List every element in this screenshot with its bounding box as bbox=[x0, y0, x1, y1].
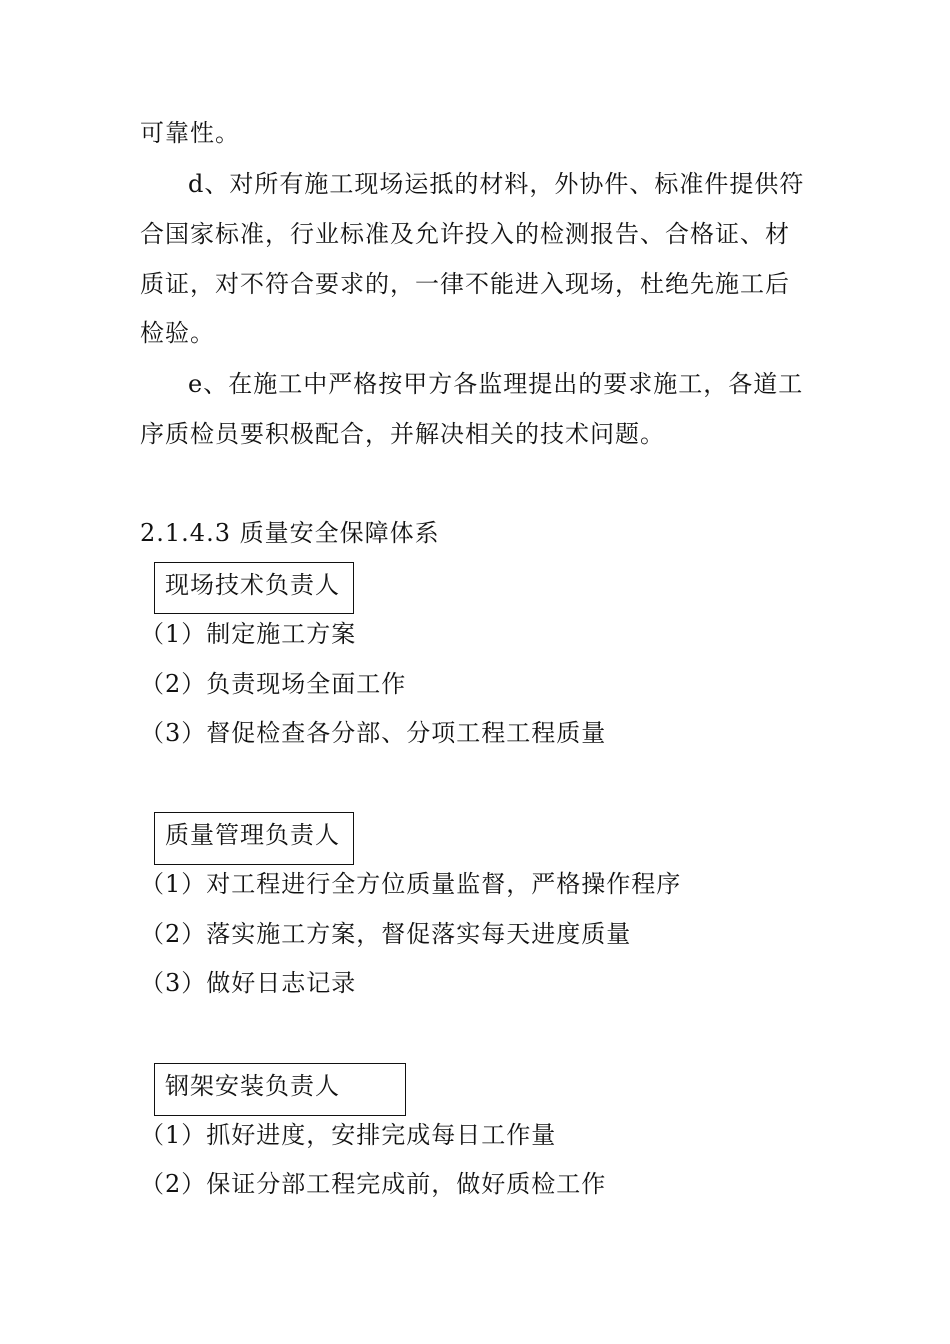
role-item: （1）对工程进行全方位质量监督，严格操作程序 bbox=[140, 870, 682, 898]
role-title: 钢架安装负责人 bbox=[165, 1072, 340, 1100]
paragraph-d-line-2: 合国家标准，行业标准及允许投入的检测报告、合格证、材 bbox=[140, 220, 790, 248]
role-box-quality-lead bbox=[154, 812, 354, 865]
paragraph-c-tail: 可靠性。 bbox=[140, 119, 240, 147]
section-heading: 2.1.4.3 质量安全保障体系 bbox=[140, 519, 440, 547]
role-title: 质量管理负责人 bbox=[165, 821, 340, 849]
paragraph-d-line-1: d、对所有施工现场运抵的材料，外协件、标准件提供符 bbox=[188, 170, 805, 198]
paragraph-e-line-1: e、在施工中严格按甲方各监理提出的要求施工，各道工 bbox=[188, 370, 804, 398]
paragraph-e-line-2: 序质检员要积极配合，并解决相关的技术问题。 bbox=[140, 420, 665, 448]
role-box-steel-installation-lead bbox=[154, 1063, 406, 1116]
paragraph-d-line-3: 质证，对不符合要求的，一律不能进入现场，杜绝先施工后 bbox=[140, 270, 790, 298]
role-item: （3）做好日志记录 bbox=[140, 969, 357, 997]
role-item: （1）抓好进度，安排完成每日工作量 bbox=[140, 1121, 557, 1149]
role-item: （2）保证分部工程完成前，做好质检工作 bbox=[140, 1170, 607, 1198]
role-item: （2）落实施工方案，督促落实每天进度质量 bbox=[140, 920, 632, 948]
role-item: （1）制定施工方案 bbox=[140, 620, 357, 648]
paragraph-d-line-4: 检验。 bbox=[140, 319, 215, 347]
role-item: （2）负责现场全面工作 bbox=[140, 670, 407, 698]
role-item: （3）督促检查各分部、分项工程工程质量 bbox=[140, 719, 607, 747]
role-box-technical-lead bbox=[154, 562, 354, 614]
role-title: 现场技术负责人 bbox=[165, 571, 340, 599]
